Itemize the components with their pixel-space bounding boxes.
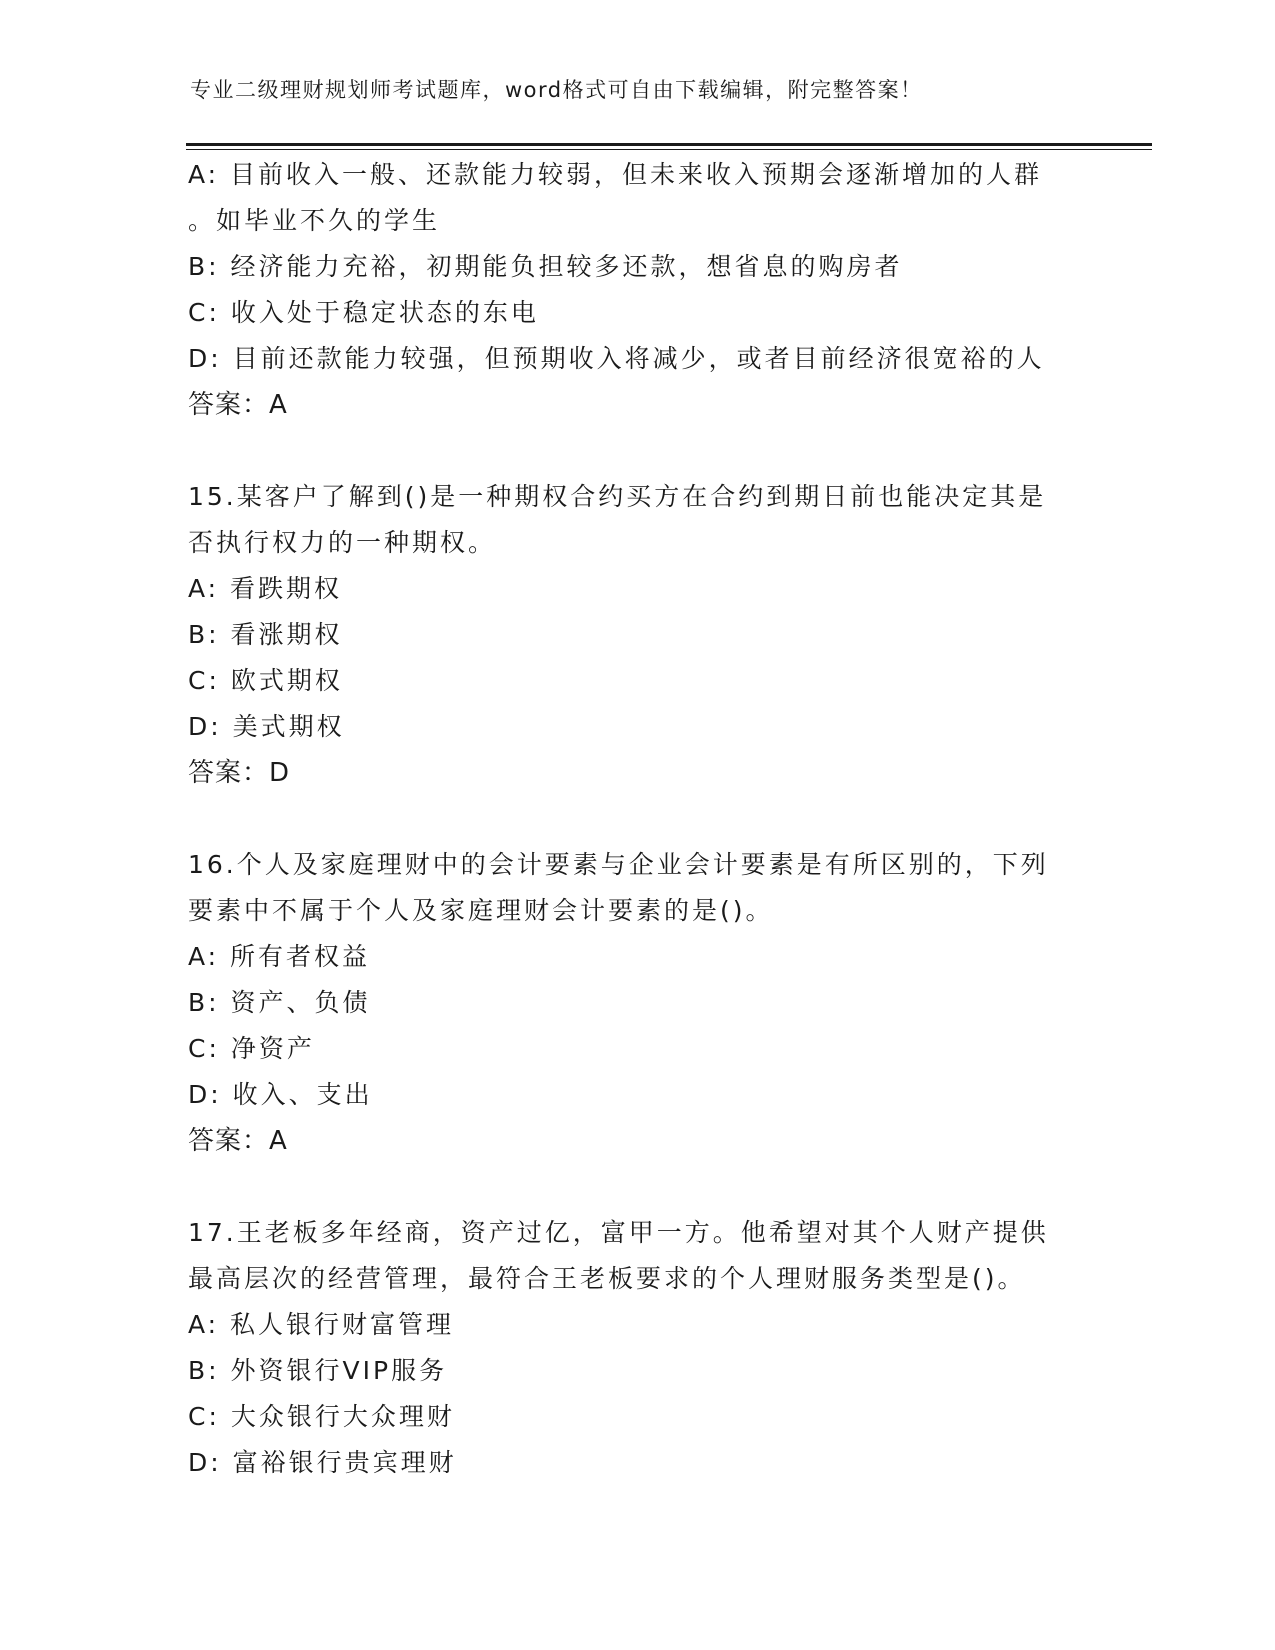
option-c: C: 大众银行大众理财: [188, 1402, 455, 1431]
answer: 答案：D: [188, 758, 291, 788]
question-block-14: [188, 152, 1088, 428]
option-a: A: 看跌期权: [188, 574, 343, 603]
option-d: D: 目前还款能力较强，但预期收入将减少，或者目前经济很宽裕的人: [188, 344, 1045, 373]
option-a: A: 目前收入一般、还款能力较弱，但未来收入预期会逐渐增加的人群: [188, 160, 1043, 189]
question-content: [188, 152, 1088, 1486]
question-block-16: [188, 842, 1088, 1164]
option-b: B: 经济能力充裕，初期能负担较多还款，想省息的购房者: [188, 252, 903, 281]
answer: 答案：A: [188, 390, 288, 420]
question-text-continued: 要素中不属于个人及家庭理财会计要素的是()。: [188, 896, 774, 925]
question-block-17: [188, 1210, 1088, 1486]
option-b: B: 外资银行VIP服务: [188, 1356, 448, 1385]
page-header: 专业二级理财规划师考试题库，word格式可自由下载编辑，附完整答案！: [190, 78, 923, 102]
option-c: C: 收入处于稳定状态的东电: [188, 298, 539, 327]
option-a: A: 私人银行财富管理: [188, 1310, 455, 1339]
question-block-15: [188, 474, 1088, 796]
option-a: A: 所有者权益: [188, 942, 371, 971]
question-text: 15.某客户了解到()是一种期权合约买方在合约到期日前也能决定其是: [188, 482, 1047, 511]
option-b: B: 看涨期权: [188, 620, 343, 649]
option-a-continued: 。如毕业不久的学生: [188, 206, 441, 235]
option-c: C: 净资产: [188, 1034, 315, 1063]
option-c: C: 欧式期权: [188, 666, 343, 695]
option-b: B: 资产、负债: [188, 988, 371, 1017]
question-text: 17.王老板多年经商，资产过亿，富甲一方。他希望对其个人财产提供: [188, 1218, 1049, 1247]
header-rule-thin: [186, 149, 1152, 150]
question-text-continued: 否执行权力的一种期权。: [188, 528, 497, 557]
option-d: D: 美式期权: [188, 712, 345, 741]
answer: 答案：A: [188, 1126, 288, 1156]
option-d: D: 富裕银行贵宾理财: [188, 1448, 457, 1477]
question-text: 16.个人及家庭理财中的会计要素与企业会计要素是有所区别的，下列: [188, 850, 1049, 879]
option-d: D: 收入、支出: [188, 1080, 373, 1109]
question-text-continued: 最高层次的经营管理，最符合王老板要求的个人理财服务类型是()。: [188, 1264, 1026, 1293]
header-rule-thick: [186, 143, 1152, 146]
